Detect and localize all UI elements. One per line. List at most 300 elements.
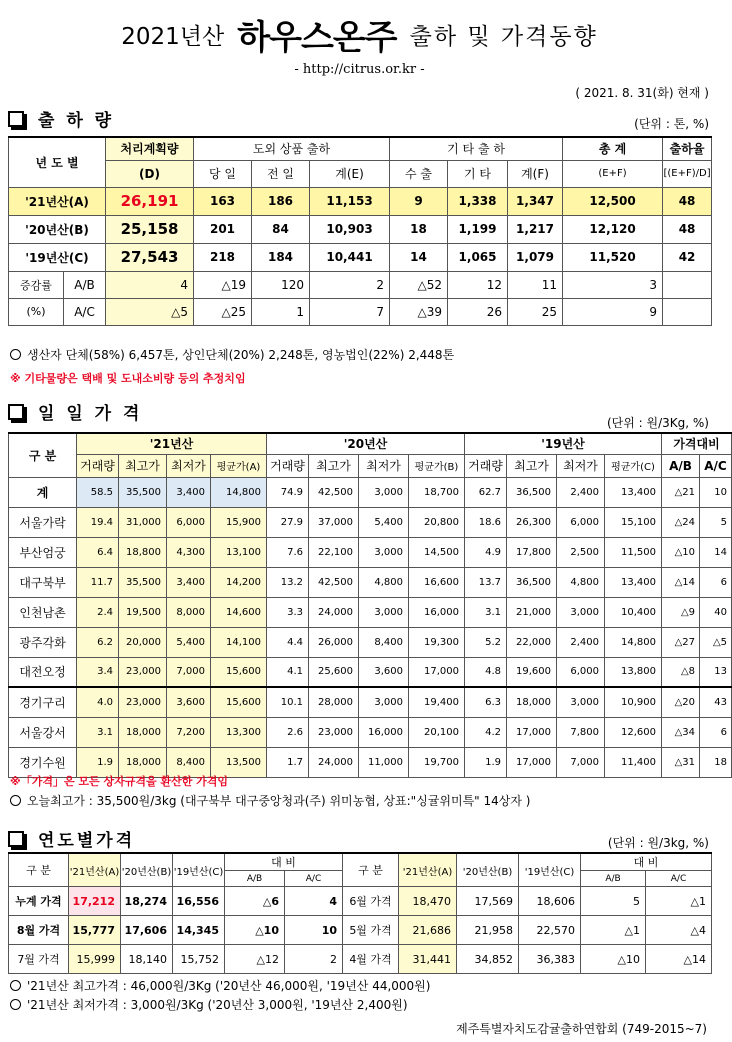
cell: 5 <box>700 507 732 537</box>
cell: 31,441 <box>399 945 457 974</box>
table-row <box>9 537 732 567</box>
cell: 15,900 <box>211 507 267 537</box>
row-label: 6월 가격 <box>343 887 399 916</box>
cell: 15,777 <box>69 916 121 945</box>
shipment-table <box>8 136 712 326</box>
cell: 31,000 <box>119 507 167 537</box>
cell: 15,999 <box>69 945 121 974</box>
cell: 36,500 <box>507 477 557 507</box>
cell: △14 <box>646 945 712 974</box>
cell: 26,300 <box>507 507 557 537</box>
hdr-gubun-right: 구 분 <box>343 853 399 887</box>
cell: 2,400 <box>557 477 605 507</box>
cell: 16,000 <box>409 597 465 627</box>
hdr-col: 최저가 <box>167 454 211 477</box>
cell: 1,079 <box>508 243 563 271</box>
cell: 3,000 <box>359 597 409 627</box>
cell: 1.7 <box>267 747 309 777</box>
cell: 19,600 <box>507 657 557 687</box>
row-label: A/B <box>64 271 106 298</box>
cell: 3,600 <box>167 687 211 717</box>
row-label: 부산엄궁 <box>9 537 77 567</box>
cell: 7.6 <box>267 537 309 567</box>
cell: 5 <box>581 887 646 916</box>
hdr-col: 최저가 <box>359 454 409 477</box>
cell: 3,000 <box>359 537 409 567</box>
cell: 11.7 <box>77 567 119 597</box>
cell: 21,686 <box>399 916 457 945</box>
row-label: 인천남촌 <box>9 597 77 627</box>
title-year: 2021년산 <box>121 24 225 50</box>
hdr-group-20: '20년산 <box>267 433 465 454</box>
hdr-col: 최저가 <box>557 454 605 477</box>
cell: 11 <box>508 271 563 298</box>
yearly-price-note-1 <box>10 977 430 994</box>
cell: △19 <box>194 271 252 298</box>
cell: 25 <box>508 298 563 325</box>
table-row <box>9 945 712 974</box>
cell: 18,470 <box>399 887 457 916</box>
yearly-price-note-2 <box>10 996 408 1013</box>
row-label: 계 <box>9 477 77 507</box>
hdr-group-ratio: 가격대비 <box>662 433 732 454</box>
cell: 4.4 <box>267 627 309 657</box>
cell: 10,903 <box>310 215 390 243</box>
checkbox-square-icon <box>8 831 24 847</box>
cell: 11,153 <box>310 187 390 215</box>
cell: 35,500 <box>119 477 167 507</box>
hdr-plan-sub: (D) <box>106 160 194 187</box>
hdr-etc-col: 수 출 <box>390 160 448 187</box>
cell: 22,570 <box>519 916 581 945</box>
cell: 3,000 <box>557 687 605 717</box>
yearly-price-note-2-text: '21년산 최저가격 : 3,000원/3Kg ('20년산 3,000원, '19년산 2,400원) <box>27 998 408 1012</box>
cell: 19,300 <box>409 627 465 657</box>
cell: △34 <box>662 717 700 747</box>
shipment-note-1-text: 생산자 단체(58%) 6,457톤, 상인단체(20%) 2,248톤, 영농법인(22%) 2,448톤 <box>27 348 455 362</box>
cell: 4 <box>285 887 343 916</box>
hdr-ratio: A/C <box>646 871 712 887</box>
cell: 20,100 <box>409 717 465 747</box>
hdr-etc-col: 계(F) <box>508 160 563 187</box>
hdr-col: 거래량 <box>465 454 507 477</box>
cell: 15,100 <box>605 507 662 537</box>
section-shipment-heading <box>8 106 114 131</box>
shipment-note-2: ※ 기타물량은 택배 및 도내소비량 등의 추정치임 <box>10 372 246 385</box>
cell: 16,556 <box>173 887 225 916</box>
cell: 13 <box>700 657 732 687</box>
hdr-dom-col: 당 일 <box>194 160 252 187</box>
yearly-price-table <box>8 852 712 974</box>
cell: 3.3 <box>267 597 309 627</box>
row-label: 광주각화 <box>9 627 77 657</box>
row-label: 누계 가격 <box>9 887 69 916</box>
cell: 9 <box>390 187 448 215</box>
cell: 1,217 <box>508 215 563 243</box>
cell: 24,000 <box>309 597 359 627</box>
cell: △1 <box>581 916 646 945</box>
cell: 28,000 <box>309 687 359 717</box>
cell: △25 <box>194 298 252 325</box>
row-label: 경기수원 <box>9 747 77 777</box>
cell: 19,500 <box>119 597 167 627</box>
cell: 4,800 <box>557 567 605 597</box>
cell: 20,800 <box>409 507 465 537</box>
cell: 13,800 <box>605 657 662 687</box>
circle-bullet-icon <box>10 980 21 991</box>
row-label: 7월 가격 <box>9 945 69 974</box>
hdr-col: 거래량 <box>77 454 119 477</box>
cell: 26 <box>448 298 508 325</box>
footer-org: 제주특별자치도감귤출하연합회 (749-2015~7) <box>456 1022 707 1036</box>
cell: 5,400 <box>359 507 409 537</box>
cell: 18,000 <box>119 747 167 777</box>
cell: 13,500 <box>211 747 267 777</box>
hdr-col: A/C <box>700 454 732 477</box>
cell: 62.7 <box>465 477 507 507</box>
cell: 6.4 <box>77 537 119 567</box>
cell: 4.8 <box>465 657 507 687</box>
cell: 27.9 <box>267 507 309 537</box>
cell: 10 <box>285 916 343 945</box>
cell: 6 <box>700 717 732 747</box>
cell: 23,000 <box>119 657 167 687</box>
hdr-col: '21년산(A) <box>399 853 457 887</box>
cell: 6.3 <box>465 687 507 717</box>
hdr-col: '19년산(C) <box>519 853 581 887</box>
cell: 8,400 <box>167 747 211 777</box>
cell: 6.2 <box>77 627 119 657</box>
cell: 3.4 <box>77 657 119 687</box>
cell: 8,000 <box>167 597 211 627</box>
cell: 4.2 <box>465 717 507 747</box>
cell: 1,347 <box>508 187 563 215</box>
cell: 23,000 <box>119 687 167 717</box>
cell: 58.5 <box>77 477 119 507</box>
hdr-col: 최고가 <box>309 454 359 477</box>
row-label: 서울가락 <box>9 507 77 537</box>
cell: 14,800 <box>605 627 662 657</box>
cell: 12,120 <box>563 215 663 243</box>
cell: 6,000 <box>557 657 605 687</box>
cell: 21,958 <box>457 916 519 945</box>
shipment-unit: (단위 : 톤, %) <box>634 117 709 131</box>
hdr-col: '19년산(C) <box>173 853 225 887</box>
cell: 184 <box>252 243 310 271</box>
cell: △10 <box>662 537 700 567</box>
cell: 26,000 <box>309 627 359 657</box>
cell: 1.9 <box>77 747 119 777</box>
hdr-daebi: 대 비 <box>225 853 343 871</box>
cell: 18,140 <box>121 945 173 974</box>
cell: 4,300 <box>167 537 211 567</box>
table-row <box>9 597 732 627</box>
cell: 17,800 <box>507 537 557 567</box>
cell: 17,000 <box>409 657 465 687</box>
daily-price-note-2 <box>10 792 530 809</box>
cell: 186 <box>252 187 310 215</box>
cell: 18,700 <box>409 477 465 507</box>
cell: 11,000 <box>359 747 409 777</box>
page-title <box>0 10 719 59</box>
cell: 9 <box>563 298 663 325</box>
row-label: 4월 가격 <box>343 945 399 974</box>
table-row <box>9 298 712 325</box>
cell: △27 <box>662 627 700 657</box>
cell: 17,000 <box>507 717 557 747</box>
cell: 14,200 <box>211 567 267 597</box>
report-date: ( 2021. 8. 31(화) 현재 ) <box>575 86 709 100</box>
hdr-col: 평균가(B) <box>409 454 465 477</box>
cell: 6,000 <box>557 507 605 537</box>
hdr-col: 거래량 <box>267 454 309 477</box>
cell: △39 <box>390 298 448 325</box>
row-label: 경기구리 <box>9 687 77 717</box>
section-daily-price-heading <box>8 399 142 424</box>
cell: 3,400 <box>167 567 211 597</box>
cell: 74.9 <box>267 477 309 507</box>
cell: 10,900 <box>605 687 662 717</box>
cell: 201 <box>194 215 252 243</box>
site-url[interactable]: - http://citrus.or.kr - <box>294 62 425 77</box>
cell: 5.2 <box>465 627 507 657</box>
hdr-ratio: 출하율 <box>663 137 712 160</box>
cell: △20 <box>662 687 700 717</box>
cell: 17,606 <box>121 916 173 945</box>
hdr-gubun: 구 분 <box>9 433 77 477</box>
cell: 11,400 <box>605 747 662 777</box>
table-row <box>9 477 732 507</box>
cell: 20,000 <box>119 627 167 657</box>
cell: 14,600 <box>211 597 267 627</box>
cell: 16,000 <box>359 717 409 747</box>
cell: 16,600 <box>409 567 465 597</box>
cell: 2 <box>310 271 390 298</box>
table-row <box>9 887 712 916</box>
cell: 14,100 <box>211 627 267 657</box>
cell: 14,345 <box>173 916 225 945</box>
cell: 3.1 <box>465 597 507 627</box>
cell: 5,400 <box>167 627 211 657</box>
cell: 4 <box>106 271 194 298</box>
row-label: 서울강서 <box>9 717 77 747</box>
cell: △24 <box>662 507 700 537</box>
cell: 7 <box>310 298 390 325</box>
cell: 19,700 <box>409 747 465 777</box>
cell: 19.4 <box>77 507 119 537</box>
daily-price-table <box>8 432 732 778</box>
section-daily-price-title: 일 일 가 격 <box>38 404 143 424</box>
cell: 24,000 <box>309 747 359 777</box>
table-row <box>9 243 712 271</box>
row-label: 5월 가격 <box>343 916 399 945</box>
table-row <box>9 687 732 717</box>
row-label: 대구북부 <box>9 567 77 597</box>
cell: △1 <box>646 887 712 916</box>
cell: 34,852 <box>457 945 519 974</box>
hdr-year: 년 도 별 <box>9 137 106 187</box>
cell: 7,000 <box>167 657 211 687</box>
cell: 11,500 <box>605 537 662 567</box>
cell: 15,752 <box>173 945 225 974</box>
cell: 17,000 <box>507 747 557 777</box>
hdr-group-19: '19년산 <box>465 433 662 454</box>
yearly-price-body <box>9 887 712 974</box>
cell: △5 <box>106 298 194 325</box>
cell: 3,000 <box>557 597 605 627</box>
hdr-col: '20년산(B) <box>121 853 173 887</box>
section-yearly-price-title: 연도별가격 <box>38 831 136 851</box>
row-label: '19년산(C) <box>9 243 106 271</box>
cell: 4,800 <box>359 567 409 597</box>
cell: 21,000 <box>507 597 557 627</box>
title-rest: 출하 및 가격동향 <box>409 24 598 50</box>
yearly-price-unit: (단위 : 원/3kg, %) <box>607 836 709 850</box>
row-label: '20년산(B) <box>9 215 106 243</box>
cell: 1,338 <box>448 187 508 215</box>
cell: 10,400 <box>605 597 662 627</box>
cell: 26,191 <box>106 187 194 215</box>
cell: 18,800 <box>119 537 167 567</box>
cell: 36,500 <box>507 567 557 597</box>
checkbox-square-icon <box>8 111 24 127</box>
row-label: A/C <box>64 298 106 325</box>
hdr-col: '21년산(A) <box>69 853 121 887</box>
cell: 48 <box>663 187 712 215</box>
cell: 25,158 <box>106 215 194 243</box>
cell: 218 <box>194 243 252 271</box>
section-shipment-title: 출 하 량 <box>38 111 115 131</box>
hdr-group-21: '21년산 <box>77 433 267 454</box>
daily-price-body <box>9 477 732 777</box>
cell: 42 <box>663 243 712 271</box>
hdr-ratio: A/C <box>285 871 343 887</box>
table-row <box>9 215 712 243</box>
cell: 2.6 <box>267 717 309 747</box>
hdr-daebi-right: 대 비 <box>581 853 712 871</box>
cell: 10 <box>700 477 732 507</box>
row-label: 대전오정 <box>9 657 77 687</box>
cell: 22,000 <box>507 627 557 657</box>
cell: 18,274 <box>121 887 173 916</box>
cell: 4.0 <box>77 687 119 717</box>
cell: 84 <box>252 215 310 243</box>
cell: 48 <box>663 215 712 243</box>
cell: 17,569 <box>457 887 519 916</box>
table-row <box>9 271 712 298</box>
cell: 3,000 <box>359 477 409 507</box>
cell: △52 <box>390 271 448 298</box>
cell: △4 <box>646 916 712 945</box>
hdr-plan: 처리계획량 <box>106 137 194 160</box>
cell: 25,600 <box>309 657 359 687</box>
cell: △31 <box>662 747 700 777</box>
cell: △14 <box>662 567 700 597</box>
cell: 12,600 <box>605 717 662 747</box>
shipment-note-1 <box>10 346 454 363</box>
cell: 2.4 <box>77 597 119 627</box>
diff-label: 증감률 <box>9 271 64 298</box>
cell: 19,400 <box>409 687 465 717</box>
cell: 10,441 <box>310 243 390 271</box>
cell: 13,100 <box>211 537 267 567</box>
cell: 23,000 <box>309 717 359 747</box>
cell: 7,800 <box>557 717 605 747</box>
cell: △8 <box>662 657 700 687</box>
cell: 3,000 <box>359 687 409 717</box>
cell: 14 <box>700 537 732 567</box>
cell: 2,500 <box>557 537 605 567</box>
cell: 18,000 <box>507 687 557 717</box>
hdr-total: 총 계 <box>563 137 663 160</box>
hdr-ratio-sub: [(E+F)/D] <box>663 160 712 187</box>
cell: 18 <box>390 215 448 243</box>
circle-bullet-icon <box>10 349 21 360</box>
table-row <box>9 717 732 747</box>
cell: 14,500 <box>409 537 465 567</box>
cell: 13,400 <box>605 567 662 597</box>
table-row <box>9 567 732 597</box>
cell: 22,100 <box>309 537 359 567</box>
hdr-etc: 기 타 출 하 <box>390 137 563 160</box>
cell: 6,000 <box>167 507 211 537</box>
cell: 14 <box>390 243 448 271</box>
cell: 18,000 <box>119 717 167 747</box>
cell <box>663 271 712 298</box>
cell: 17,212 <box>69 887 121 916</box>
hdr-col: '20년산(B) <box>457 853 519 887</box>
cell: 35,500 <box>119 567 167 597</box>
cell: 1,199 <box>448 215 508 243</box>
yearly-price-note-1-text: '21년산 최고가격 : 46,000원/3Kg ('20년산 46,000원, '19년산 44,000원) <box>27 979 431 993</box>
row-label: '21년산(A) <box>9 187 106 215</box>
hdr-gubun: 구 분 <box>9 853 69 887</box>
hdr-dom-col: 전 일 <box>252 160 310 187</box>
cell: △9 <box>662 597 700 627</box>
row-label: 8월 가격 <box>9 916 69 945</box>
cell: 2 <box>285 945 343 974</box>
circle-bullet-icon <box>10 999 21 1010</box>
table-row <box>9 657 732 687</box>
cell: 1.9 <box>465 747 507 777</box>
cell: 6 <box>700 567 732 597</box>
cell: 4.1 <box>267 657 309 687</box>
cell: 13.2 <box>267 567 309 597</box>
cell: 3,400 <box>167 477 211 507</box>
cell: 3,600 <box>359 657 409 687</box>
section-yearly-price-heading <box>8 826 135 851</box>
title-main: 하우스온주 <box>237 18 397 58</box>
daily-price-unit: (단위 : 원/3Kg, %) <box>606 416 709 430</box>
cell: 10.1 <box>267 687 309 717</box>
checkbox-square-icon <box>8 404 24 420</box>
hdr-col: 평균가(A) <box>211 454 267 477</box>
cell: △10 <box>581 945 646 974</box>
cell: △5 <box>700 627 732 657</box>
cell: 14,800 <box>211 477 267 507</box>
cell: △21 <box>662 477 700 507</box>
hdr-ratio: A/B <box>581 871 646 887</box>
cell: 42,500 <box>309 477 359 507</box>
hdr-dom-col: 계(E) <box>310 160 390 187</box>
daily-price-note-1: ※「가격」은 모든 상자규격을 환산한 가격임 <box>10 775 229 788</box>
cell: 18 <box>700 747 732 777</box>
cell: 42,500 <box>309 567 359 597</box>
cell: △12 <box>225 945 285 974</box>
cell: 11,520 <box>563 243 663 271</box>
cell: 8,400 <box>359 627 409 657</box>
cell: 120 <box>252 271 310 298</box>
